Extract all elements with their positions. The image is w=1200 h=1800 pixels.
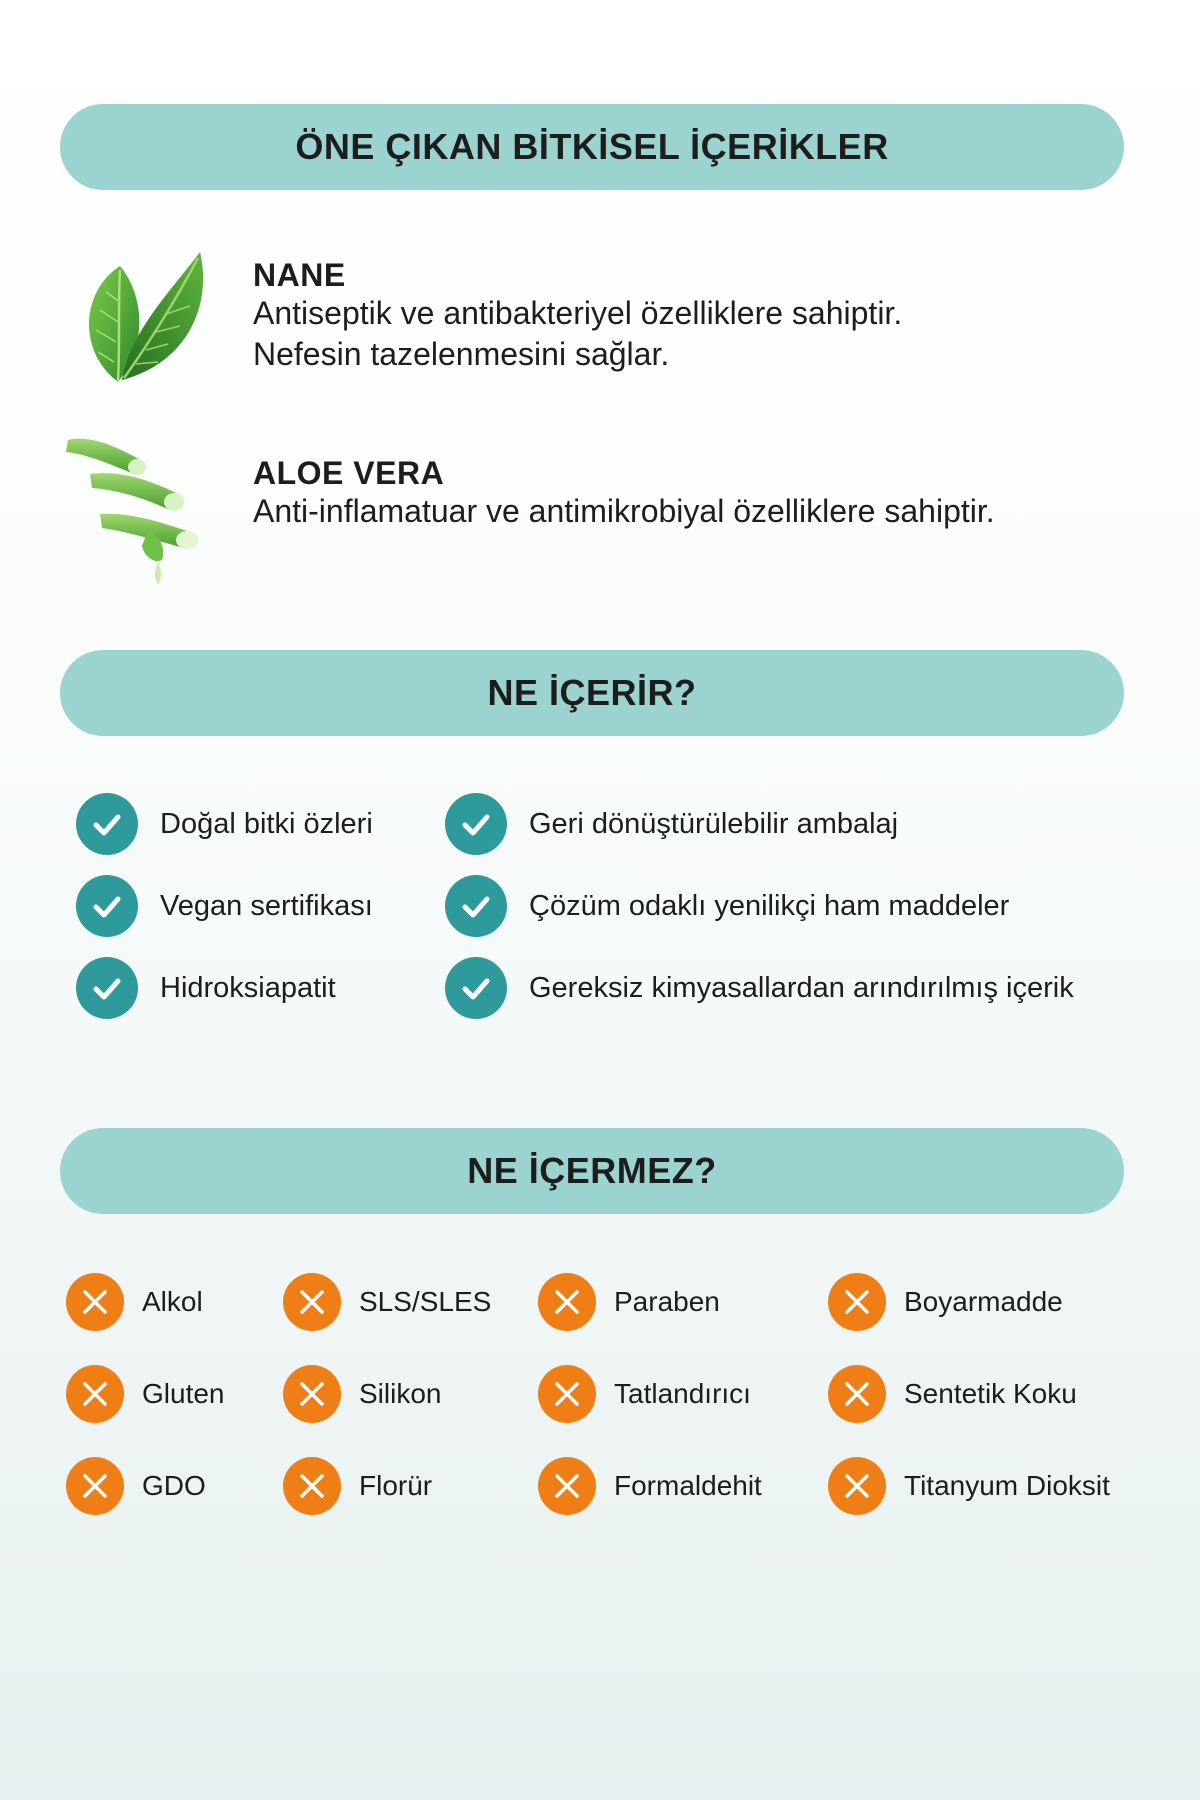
not-contains-title: NE İÇERMEZ?: [467, 1150, 717, 1191]
ingredient-aloe-vera-name: ALOE VERA: [253, 455, 445, 491]
not-contains-item-label: Florür: [359, 1470, 433, 1501]
cross-icon: [828, 1273, 886, 1331]
cross-icon: [828, 1365, 886, 1423]
aloe-vera-icon: [60, 430, 220, 590]
not-contains-item: [66, 1454, 206, 1518]
not-contains-item-label: Sentetik Koku: [904, 1378, 1077, 1409]
contains-item: [445, 956, 1074, 1020]
not-contains-item: [538, 1454, 762, 1518]
contains-item-label: Vegan sertifikası: [160, 889, 373, 922]
not-contains-header: [60, 1128, 1124, 1214]
featured-ingredients-title: ÖNE ÇIKAN BİTKİSEL İÇERİKLER: [295, 126, 889, 167]
featured-ingredients-header: [60, 104, 1124, 190]
not-contains-item: [66, 1270, 203, 1334]
mint-leaf-icon: [60, 232, 220, 392]
contains-item-label: Doğal bitki özleri: [160, 807, 373, 840]
not-contains-item: [538, 1362, 751, 1426]
cross-icon: [283, 1457, 341, 1515]
not-contains-item: [828, 1362, 1077, 1426]
cross-icon: [66, 1273, 124, 1331]
not-contains-item: [283, 1454, 432, 1518]
cross-icon: [66, 1365, 124, 1423]
not-contains-item: [283, 1362, 441, 1426]
check-icon: [76, 793, 138, 855]
check-icon: [445, 875, 507, 937]
contains-item: [76, 874, 373, 938]
check-icon: [445, 957, 507, 1019]
contains-item-label: Çözüm odaklı yenilikçi ham maddeler: [529, 889, 1010, 922]
not-contains-item-label: Gluten: [142, 1378, 225, 1409]
not-contains-item: [283, 1270, 491, 1334]
not-contains-item-label: Paraben: [614, 1286, 720, 1317]
ingredient-mint: [0, 232, 1200, 392]
not-contains-item-label: Titanyum Dioksit: [904, 1470, 1110, 1501]
check-icon: [76, 875, 138, 937]
ingredient-aloe-vera-description: Anti-inflamatuar ve antimikrobiyal özelliklere sahiptir.: [253, 493, 995, 529]
not-contains-item-label: GDO: [142, 1470, 206, 1501]
cross-icon: [538, 1457, 596, 1515]
cross-icon: [283, 1365, 341, 1423]
cross-icon: [66, 1457, 124, 1515]
cross-icon: [538, 1365, 596, 1423]
contains-item-label: Gereksiz kimyasallardan arındırılmış içerik: [529, 971, 1074, 1004]
not-contains-item: [538, 1270, 720, 1334]
not-contains-item-label: SLS/SLES: [359, 1286, 492, 1317]
cross-icon: [828, 1457, 886, 1515]
not-contains-item: [828, 1270, 1063, 1334]
ingredient-mint-description-line2: Nefesin tazelenmesini sağlar.: [253, 336, 670, 372]
check-icon: [76, 957, 138, 1019]
contains-item: [445, 874, 1009, 938]
not-contains-item-label: Tatlandırıcı: [614, 1378, 751, 1409]
contains-item: [76, 956, 336, 1020]
ingredient-mint-name: NANE: [253, 257, 346, 293]
not-contains-item-label: Boyarmadde: [904, 1286, 1063, 1317]
contains-item: [445, 792, 898, 856]
contains-header: [60, 650, 1124, 736]
cross-icon: [283, 1273, 341, 1331]
check-icon: [445, 793, 507, 855]
not-contains-item-label: Silikon: [359, 1378, 442, 1409]
ingredient-mint-description-line1: Antiseptik ve antibakteriyel özelliklere sahiptir.: [253, 295, 903, 331]
cross-icon: [538, 1273, 596, 1331]
not-contains-item: [66, 1362, 225, 1426]
not-contains-item-label: Formaldehit: [614, 1470, 762, 1501]
contains-item-label: Geri dönüştürülebilir ambalaj: [529, 807, 899, 840]
ingredient-aloe-vera: [0, 430, 1200, 590]
contains-title: NE İÇERİR?: [487, 672, 697, 713]
contains-item: [76, 792, 373, 856]
contains-item-label: Hidroksiapatit: [160, 971, 336, 1004]
not-contains-item-label: Alkol: [142, 1286, 203, 1317]
not-contains-item: [828, 1454, 1110, 1518]
